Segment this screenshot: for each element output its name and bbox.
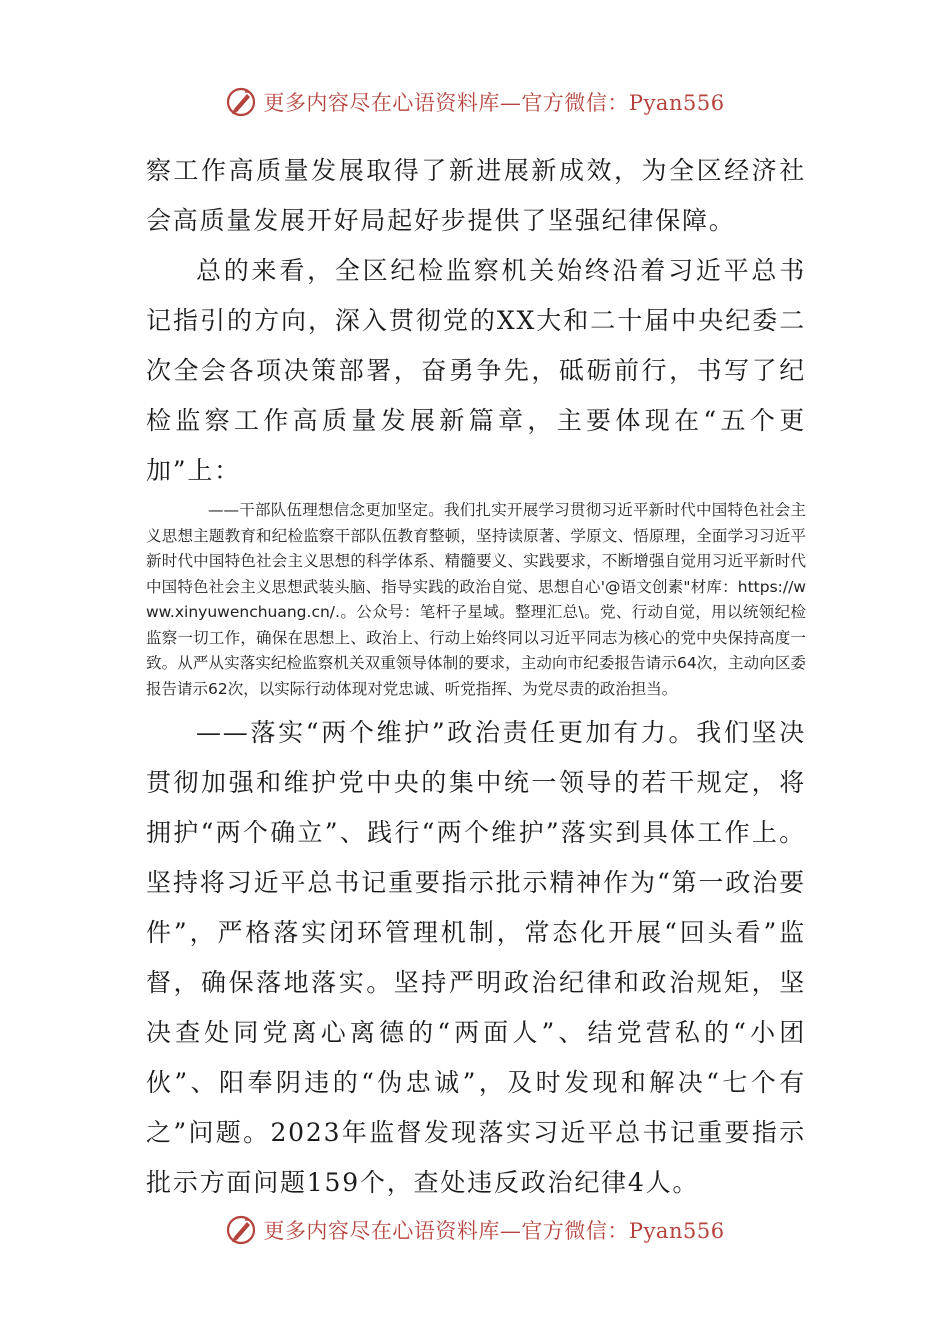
paragraph-3-small: ——干部队伍理想信念更加坚定。我们扎实开展学习贯彻习近平新时代中国特色社会主义思想主题教育和纪检监察干部队伍教育整顿，坚持读原著、学原文、悟原理，全面学习习近平新时代中国特色社会主义思想的科学体系、精髓要义、实践要求，不断增强自觉用习近平新时代中国特色社会主义思想武装头脑、指导实践的政治自觉、思想自心'@语文创素"材库：https://www.xinyuwenchuang.cn/.。公众号：笔杆子星域。整理汇总\。党、行动自觉，用以统领纪检监察一切工作，确保在思想上、政治上、行动上始终同以习近平同志为核心的党中央保持高度一致。从严从实落实纪检监察机关双重领导体制的要求，主动向市纪委报告请示64次，主动向区委报告请示62次，以实际行动体现对党忠诚、听党指挥、为党尽责的政治担当。 (146, 501, 806, 698)
footer-banner (0, 1210, 950, 1250)
paragraph-1: 察工作高质量发展取得了新进展新成效，为全区经济社会高质量发展开好局起好步提供了坚强纪律保障。 (146, 156, 806, 235)
document-body (146, 146, 806, 1208)
paragraph-2: 总的来看，全区纪检监察机关始终沿着习近平总书记指引的方向，深入贯彻党的XX大和二十届中央纪委二次全会各项决策部署，奋勇争先，砥砺前行，书写了纪检监察工作高质量发展新篇章，主要体现在“五个更加”上： (146, 256, 806, 485)
banner-text: 更多内容尽在心语资料库—官方微信：Pyan556 (263, 1219, 725, 1243)
banner-text: 更多内容尽在心语资料库—官方微信：Pyan556 (263, 91, 725, 115)
pen-circle-logo-icon (225, 86, 257, 118)
paragraph-4: ——落实“两个维护”政治责任更加有力。我们坚决贯彻加强和维护党中央的集中统一领导的若干规定，将拥护“两个确立”、践行“两个维护”落实到具体工作上。坚持将习近平总书记重要指示批示精神作为“第一政治要件”，严格落实闭环管理机制，常态化开展“回头看”监督，确保落地落实。坚持严明政治纪律和政治规矩，坚决查处同党离心离德的“两面人”、结党营私的“小团伙”、阳奉阴违的“伪忠诚”，及时发现和解决“七个有之”问题。2023年监督发现落实习近平总书记重要指示批示方面问题159个，查处违反政治纪律4人。 (146, 718, 806, 1197)
pen-circle-logo-icon (225, 1214, 257, 1246)
header-banner (0, 82, 950, 122)
